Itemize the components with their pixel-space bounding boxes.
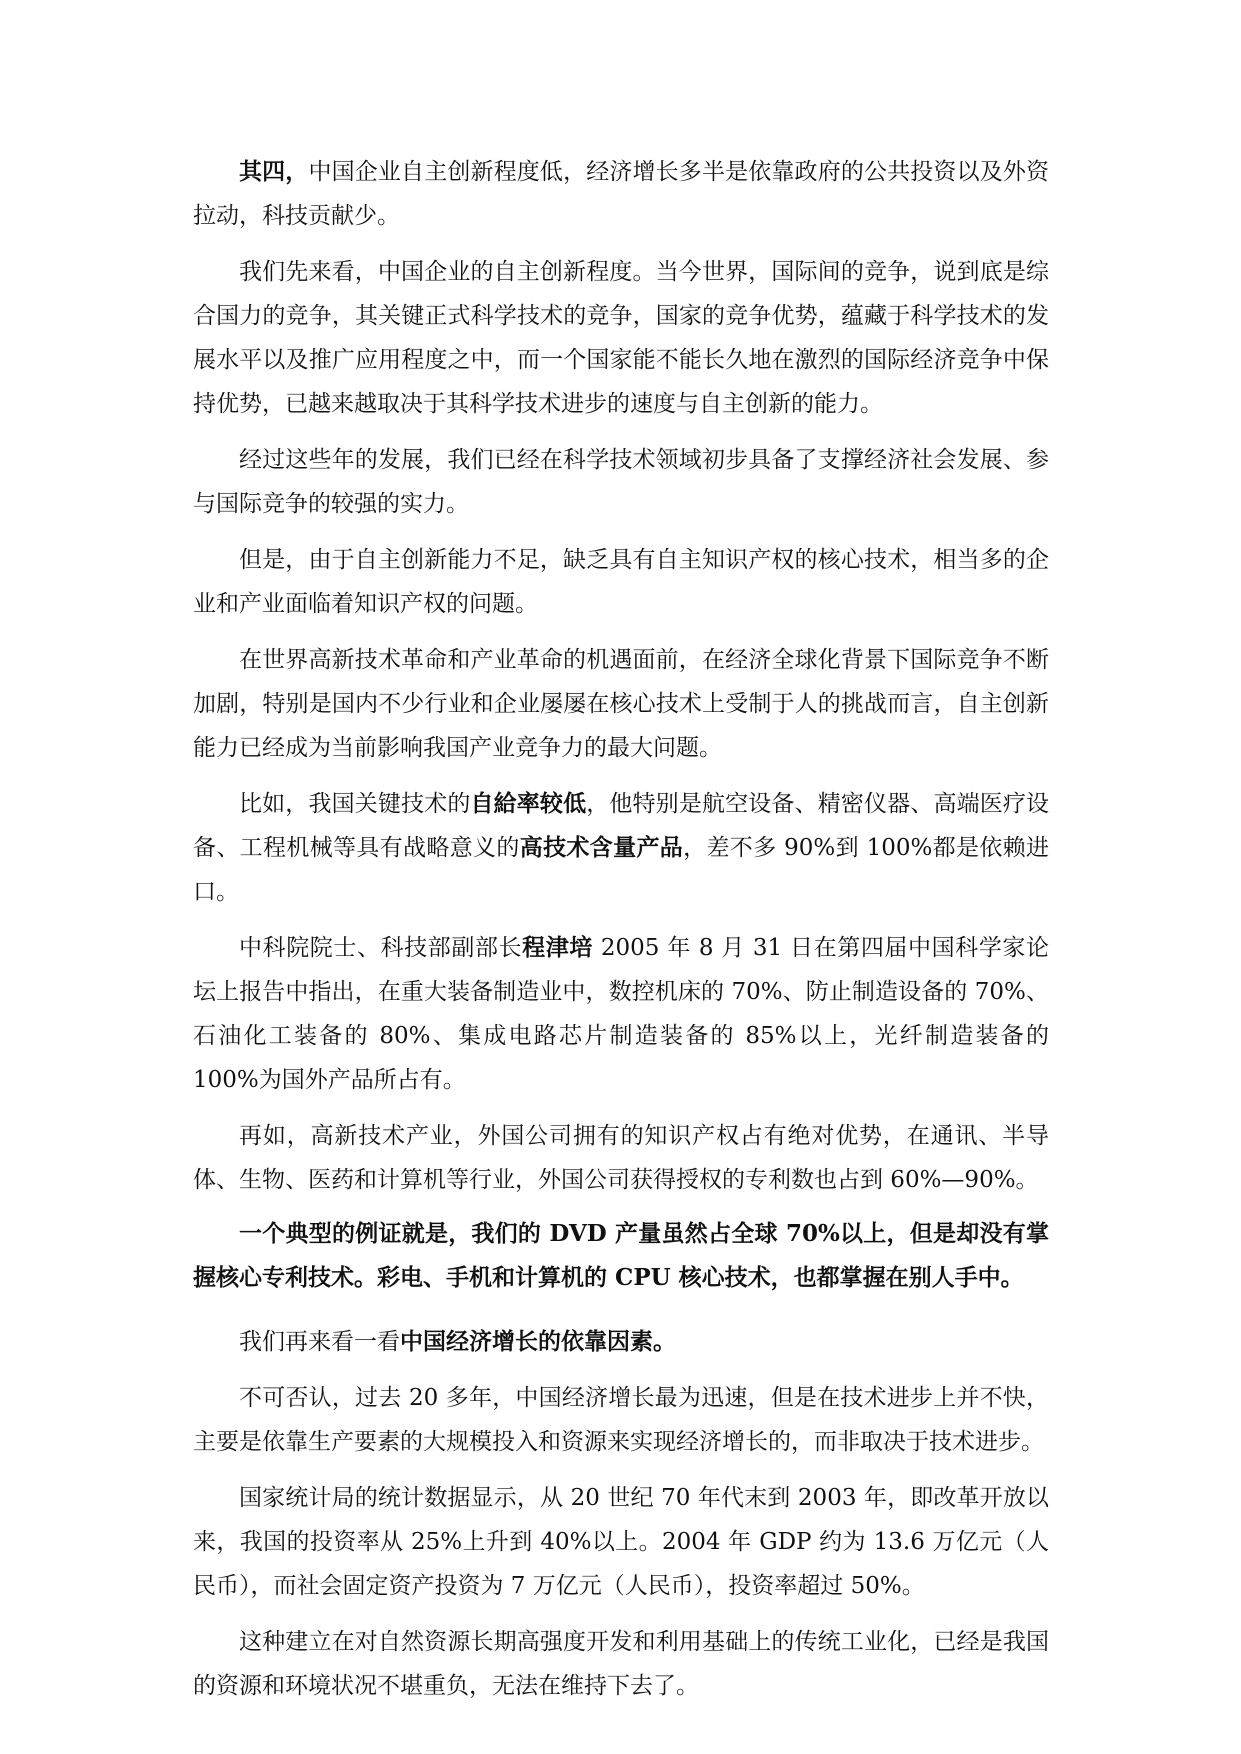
paragraph-6-text-b: ，他特别是航空设备、精密仪器、高端医疗设备、工程机械等具有战略意义的	[193, 791, 1050, 861]
paragraph-7-bold-a: 程津培	[522, 934, 593, 961]
paragraph-7	[193, 926, 1049, 1102]
paragraph-12: 国家统计局的统计数据显示，从 20 世纪 70 年代末到 2003 年，即改革开放以来，我国的投资率从 25%上升到 40%以上。2004 年 GDP 约为 13.6 万亿元（人民币），而社会固定资产投资为 7 万亿元（人民币），投资率超过 50%。	[193, 1485, 1049, 1599]
paragraph-6-text-a: 比如，我国关键技术的	[239, 791, 471, 817]
paragraph-1-lead: 其四，	[239, 158, 309, 185]
paragraph-6-text-c: ，差不多 90%到 100%都是依赖进口。	[193, 835, 1050, 905]
paragraph-7-text-b: 2005 年 8 月 31 日在第四届中国科学家论坛上报告中指出，在重大装备制造业中，数控机床的 70%、防止制造设备的 70%、石油化工装备的 80%、集成电路芯片制造装备的 85%以上，光纤制造装备的 100%为国外产品所占有。	[193, 935, 1050, 1093]
paragraph-1	[193, 150, 1049, 238]
paragraph-6-bold-a: 自給率较低	[470, 790, 587, 817]
paragraph-7-text-a: 中科院院士、科技部副部长	[239, 935, 523, 961]
paragraph-10-bold: 中国经济增长的依靠因素。	[400, 1328, 676, 1355]
document-page	[193, 150, 1049, 1708]
paragraph-10	[193, 1320, 1049, 1364]
paragraph-2: 我们先来看，中国企业的自主创新程度。当今世界，国际间的竞争，说到底是综合国力的竞争，其关键正式科学技术的竞争，国家的竞争优势，蕴藏于科学技术的发展水平以及推广应用程度之中，而一个国家能不能长久地在激烈的国际经济竞争中保持优势，已越来越取决于其科学技术进步的速度与自主创新的能力。	[193, 259, 1049, 417]
paragraph-6-bold-b: 高技术含量产品	[519, 834, 684, 861]
paragraph-11: 不可否认，过去 20 多年，中国经济增长最为迅速，但是在技术进步上并不快，主要是依靠生产要素的大规模投入和资源来实现经济增长的，而非取决于技术进步。	[193, 1385, 1049, 1455]
paragraph-13: 这种建立在对自然资源长期高强度开发和利用基础上的传统工业化，已经是我国的资源和环境状况不堪重负，无法在维持下去了。	[193, 1629, 1049, 1699]
paragraph-10-text: 我们再来看一看	[239, 1329, 400, 1355]
paragraph-1-text: 中国企业自主创新程度低，经济增长多半是依靠政府的公共投资以及外资拉动，科技贡献少。	[193, 159, 1050, 229]
paragraph-5: 在世界高新技术革命和产业革命的机遇面前，在经济全球化背景下国际竞争不断加剧，特别是国内不少行业和企业屡屡在核心技术上受制于人的挑战而言，自主创新能力已经成为当前影响我国产业竞争力的最大问题。	[193, 647, 1049, 761]
paragraph-4: 但是，由于自主创新能力不足，缺乏具有自主知识产权的核心技术，相当多的企业和产业面临着知识产权的问题。	[193, 547, 1049, 617]
paragraph-6	[193, 782, 1049, 914]
paragraph-3: 经过这些年的发展，我们已经在科学技术领域初步具备了支撑经济社会发展、参与国际竞争的较强的实力。	[193, 447, 1049, 517]
paragraph-9-bold: 一个典型的例证就是，我们的 DVD 产量虽然占全球 70%以上，但是却没有掌握核心专利技术。彩电、手机和计算机的 CPU 核心技术，也都掌握在别人手中。	[193, 1220, 1049, 1291]
paragraph-8: 再如，高新技术产业，外国公司拥有的知识产权占有绝对优势，在通讯、半导体、生物、医药和计算机等行业，外国公司获得授权的专利数也占到 60%—90%。	[193, 1123, 1049, 1193]
